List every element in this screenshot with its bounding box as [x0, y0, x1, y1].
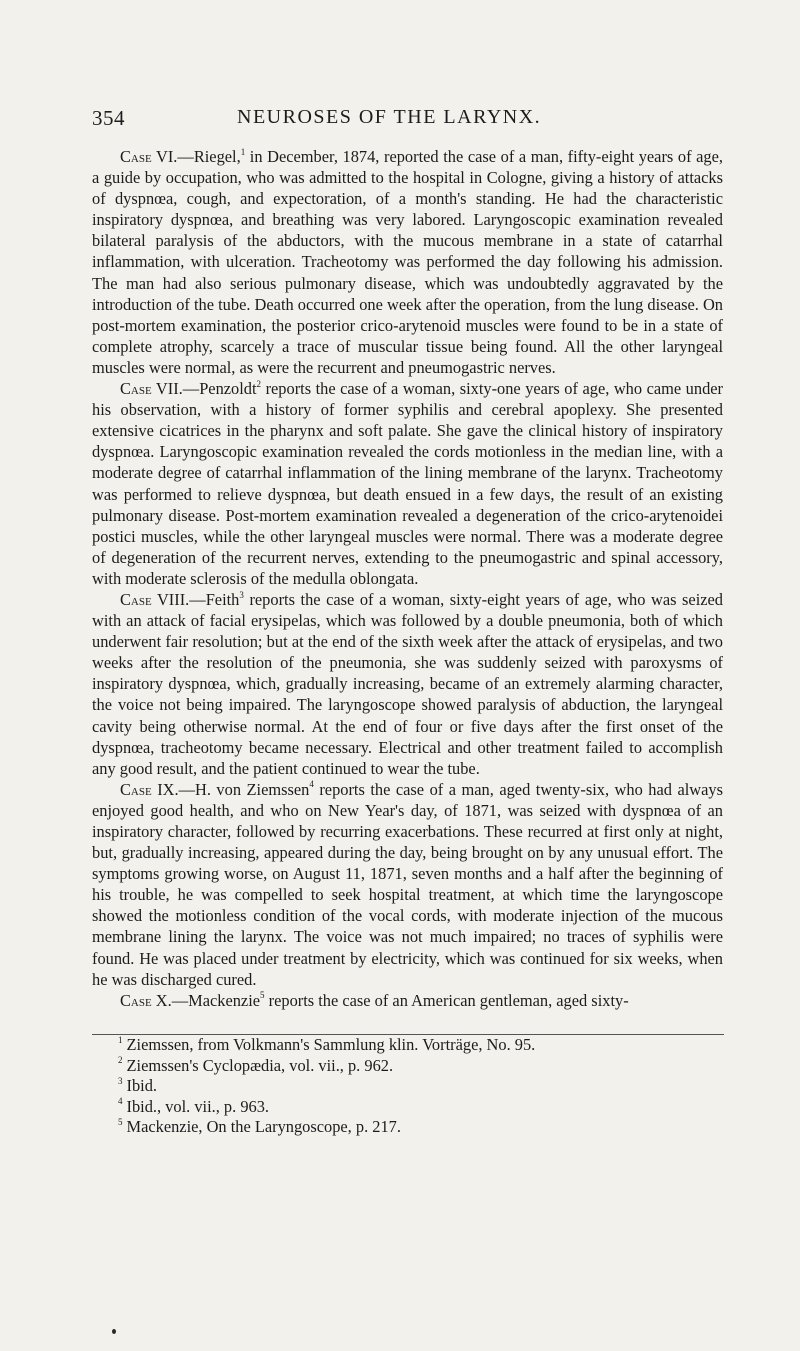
- case-paragraph: [92, 378, 723, 589]
- case-text: in December, 1874, reported the case of a man, fifty-eight years of age, a guide by occupation, who was admitted to the hospital in Cologne, giving a history of attacks of dyspnœa, cough, and expectoration, of a month's standing. He had the characteristic inspiratory dyspnœa, and breathing was very labored. Laryngoscopic examination revealed bilateral paralysis of the abductors, with the mucous membrane in a state of catarrhal inflammation, with ulceration. Tracheotomy was performed the day following his admission. The man had also serious pulmonary disease, which was undoubtedly aggravated by the introduction of the tube. Death occurred one week after the operation, from the lung disease. On post-mortem examination, the posterior crico-arytenoid muscles were found to be in a state of complete atrophy, scarcely a trace of muscular tissue being found. All the other laryngeal muscles were normal, as were the recurrent and pneumogastric nerves.: [92, 147, 723, 377]
- footnote-ref: 5: [260, 990, 265, 1001]
- body-text: [92, 146, 723, 1011]
- case-label: Case VIII.: [120, 589, 190, 609]
- page-number: 354: [92, 106, 125, 130]
- case-author: —Mackenzie: [171, 990, 261, 1010]
- footnote: [118, 1056, 718, 1077]
- case-label: Case X.: [120, 990, 172, 1010]
- case-label: Case VII.: [120, 379, 183, 399]
- footnote-text: Mackenzie, On the Laryngoscope, p. 217.: [126, 1117, 401, 1137]
- footnote-number: 4: [118, 1096, 123, 1107]
- footnote-ref: 2: [256, 378, 262, 389]
- case-text: reports the case of a woman, sixty-eight years of age, who was seized with an attack of facial erysipelas, which was followed by a double pneumonia, both of which underwent fair resolution; but at the end of the sixth week after the attack of erysipelas, and two weeks after the resolution of the pneumonia, she was suddenly seized with paroxysms of inspiratory dyspnœa, which, gradually increasing, became of an extremely alarming character, the voice not being impaired. The laryngoscope showed paralysis of abduction, the laryngeal cavity being otherwise normal. At the end of four or five days after the first onset of the dyspnœa, tracheotomy became necessary. Electrical and other treatment failed to accomplish any good result, and the patient continued to wear the tube.: [92, 589, 724, 778]
- case-text: reports the case of an American gentleman, aged sixty-: [264, 990, 629, 1010]
- footnote-text: Ibid.: [126, 1076, 158, 1096]
- footnote-ref: 3: [239, 589, 244, 600]
- footnote-number: 3: [118, 1075, 123, 1086]
- footnote-text: Ibid., vol. vii., p. 963.: [126, 1096, 270, 1116]
- ink-speck: [112, 1329, 116, 1334]
- case-author: —Feith: [189, 589, 240, 609]
- page-header: [92, 106, 722, 132]
- case-paragraph: [92, 589, 723, 779]
- case-paragraph: [92, 779, 723, 990]
- footnote-number: 1: [118, 1034, 123, 1045]
- footnote: [118, 1117, 718, 1138]
- case-paragraph: [92, 146, 723, 378]
- case-label: Case IX.: [120, 779, 179, 799]
- footnotes: [118, 1035, 718, 1138]
- case-label: Case VI.: [120, 147, 178, 166]
- footnote-text: Ziemssen's Cyclopædia, vol. vii., p. 962.: [126, 1055, 394, 1075]
- case-author: —Riegel,: [177, 147, 241, 166]
- footnote: [118, 1035, 718, 1056]
- footnote-text: Ziemssen, from Volkmann's Sammlung klin. Vorträge, No. 95.: [126, 1035, 536, 1054]
- case-text: reports the case of a woman, sixty-one years of age, who came under his observation, with a history of former syphilis and cerebral apoplexy. She presented extensive cicatrices in the pharynx and soft palate. She gave the clinical history of inspiratory dyspnœa. Laryngoscopic examination revealed the cords motionless in the median line, with a moderate degree of catarrhal inflammation of the lining membrane of the larynx. Tracheotomy was performed to relieve dyspnœa, but death ensued in a few days, the result of an existing pulmonary disease. Post-mortem examination revealed a degeneration of the crico-arytenoidei postici muscles, while the other laryngeal muscles were normal. There was a moderate degree of degeneration of the recurrent nerves, extending to the pneumogastric and spinal accessory, with moderate sclerosis of the medulla oblongata.: [92, 379, 723, 588]
- footnote-ref: 4: [309, 779, 314, 790]
- footnote: [118, 1097, 718, 1118]
- case-paragraph: [92, 990, 723, 1011]
- case-author: —Penzoldt: [182, 379, 257, 399]
- case-text: reports the case of a man, aged twenty-six, who had always enjoyed good health, and who on New Year's day, of 1871, was seized with dyspnœa of an inspiratory character, followed by recurring exacerbations. These recurred at first only at night, but, gradually increasing, appeared during the day, being brought on by any unusual effort. The symptoms growing worse, on August 11, 1871, seven months and a half after the beginning of his trouble, he was compelled to seek hospital treatment, at which time the laryngoscope showed the motionless condition of the vocal cords, with moderate injection of the mucous membrane lining the larynx. The voice was not much impaired; no traces of syphilis were found. He was placed under treatment by electricity, which was continued for six weeks, when he was discharged cured.: [92, 779, 723, 989]
- footnote: [118, 1076, 718, 1097]
- footnote-number: 2: [118, 1055, 123, 1066]
- case-author: —H. von Ziemssen: [178, 779, 310, 799]
- footnote-ref: 1: [240, 146, 246, 157]
- running-head: NEUROSES OF THE LARYNX.: [237, 106, 542, 128]
- footnote-number: 5: [118, 1116, 123, 1127]
